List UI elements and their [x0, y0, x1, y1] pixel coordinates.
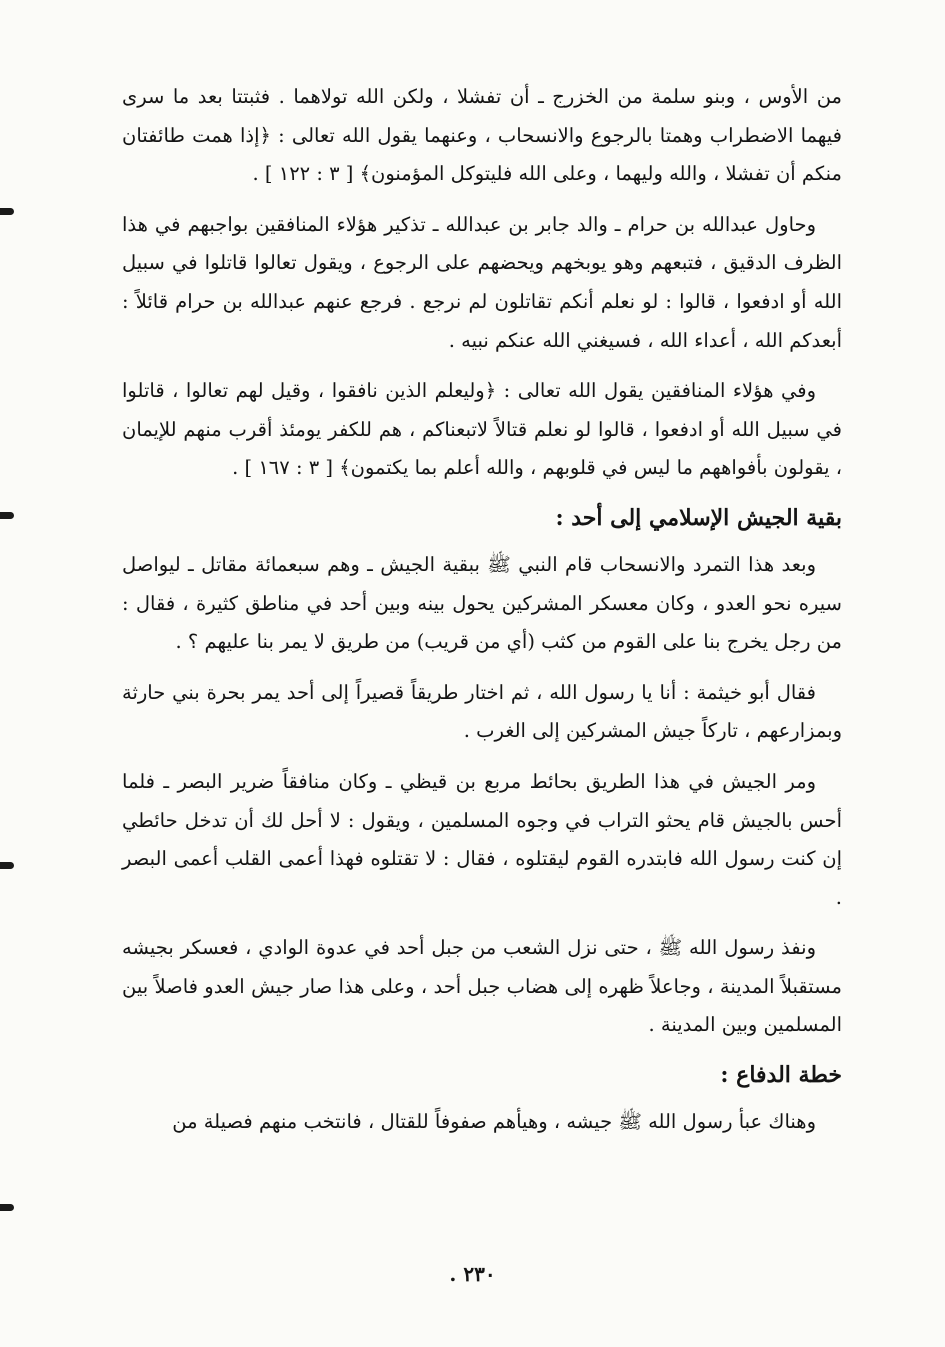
page-number: ٢٣٠ . — [449, 1262, 496, 1286]
paragraph: من الأوس ، وبنو سلمة من الخزرج ـ أن تفشلا ، ولكن الله تولاهما . فثبتتا بعد ما سرى فيهما الاضطراب وهمتا بالرجوع والانسحاب ، وعنهما يقول الله تعالى : ﴿إذا همت طائفتان منكم أن تفشلا ، والله وليهما ، وعلى الله فليتوكل المؤمنون﴾ [ ٣ : ١٢٢ ] . — [122, 85, 842, 186]
paragraph: ونفذ رسول الله ﷺ ، حتى نزل الشعب من جبل أحد في عدوة الوادي ، فعسكر بجيشه مستقبلاً المدينة ، وجاعلاً ظهره إلى هضاب جبل أحد ، وعلى هذا صار جيش العدو فاصلاً بين المسلمين وبين المدينة . — [122, 936, 842, 1037]
paragraph: فقال أبو خيثمة : أنا يا رسول الله ، ثم اختار طريقاً قصيراً إلى أحد يمر بحرة بني حارثة وبمزارعهم ، تاركاً جيش المشركين إلى الغرب . — [122, 680, 842, 743]
section-heading: بقية الجيش الإسلامي إلى أحد : — [555, 504, 842, 531]
paragraph: وحاول عبدالله بن حرام ـ والد جابر بن عبدالله ـ تذكير هؤلاء المنافقين بواجبهم في هذا الظرف الدقيق ، فتبعهم وهو يوبخهم ويحضهم على الرجوع ، ويقول تعالوا قاتلوا في سبيل الله أو ادفعوا ، قالوا : لو نعلم أنكم تقاتلون لم نرجع . فرجع عنهم عبدالله بن حرام قائلاً : أبعدكم الله ، أعداء الله ، فسيغني الله عنكم نبيه . — [122, 212, 842, 352]
paragraph: وبعد هذا التمرد والانسحاب قام النبي ﷺ ببقية الجيش ـ وهم سبعمائة مقاتل ـ ليواصل سيره نحو العدو ، وكان معسكر المشركين يحول بينه وبين أحد في مناطق كثيرة ، فقال : من رجل يخرج بنا على القوم من كثب (أي من قريب) من طريق لا يمر بنا عليهم ؟ . — [122, 552, 842, 654]
section-heading: خطة الدفاع : — [720, 1062, 842, 1089]
paragraph: ومر الجيش في هذا الطريق بحائط مربع بن قيظي ـ وكان منافقاً ضرير البصر ـ فلما أحس بالجيش قام يحثو التراب في وجوه المسلمين ، ويقول : لا أحل لك أن تدخل حائطي إن كنت رسول الله فابتدره القوم ليقتلوه ، فقال : لا تقتلوه فهذا أعمى القلب أعمى البصر . — [122, 769, 842, 909]
scan-edge-mark — [0, 208, 14, 215]
paragraph: وهناك عبأ رسول الله ﷺ جيشه ، وهيأهم صفوفاً للقتال ، فانتخب منهم فصيلة من — [172, 1110, 816, 1134]
scan-edge-mark — [0, 862, 14, 869]
paragraph: وفي هؤلاء المنافقين يقول الله تعالى : ﴿وليعلم الذين نافقوا ، وقيل لهم تعالوا ، قاتلوا في سبيل الله أو ادفعوا ، قالوا لو نعلم قتالاً لاتبعناكم ، هم للكفر يومئذ أقرب منهم للإيمان ، يقولون بأفواههم ما ليس في قلوبهم ، والله أعلم بما يكتمون﴾ [ ٣ : ١٦٧ ] . — [122, 379, 842, 480]
scan-edge-mark — [0, 1204, 14, 1211]
scan-edge-mark — [0, 512, 14, 519]
page-body — [122, 78, 842, 1154]
